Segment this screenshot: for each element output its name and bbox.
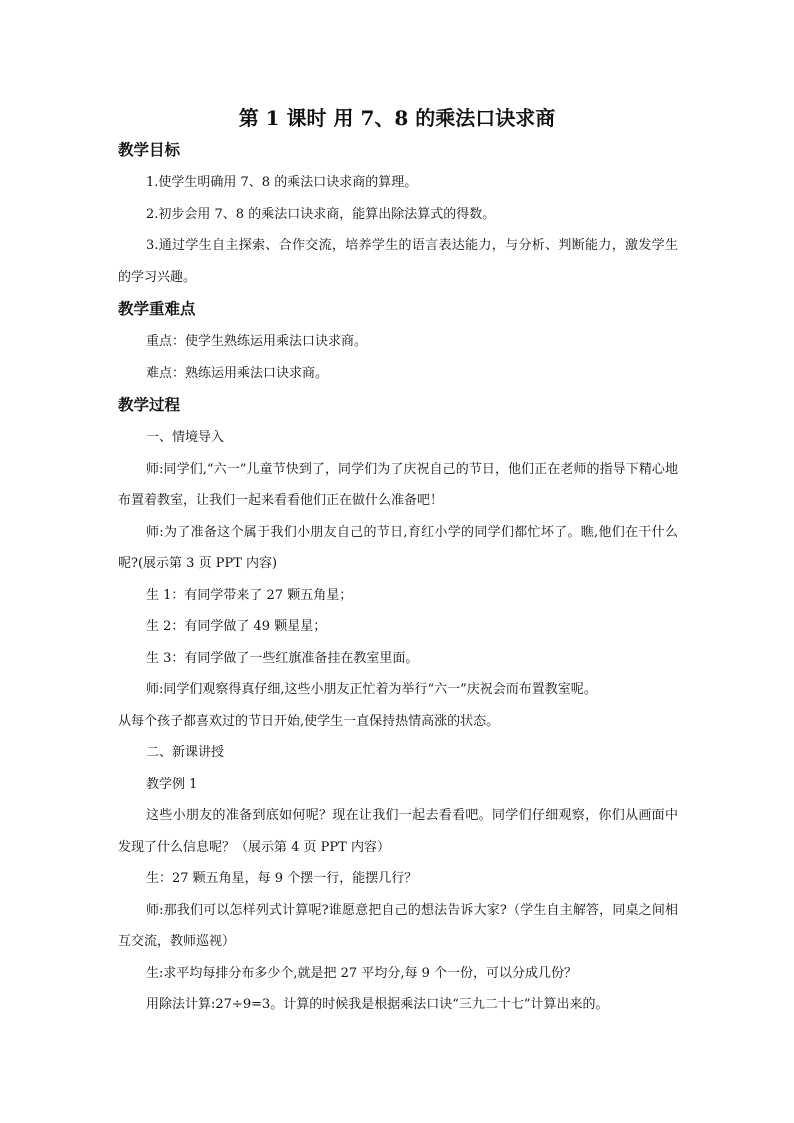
process-paragraph: 生 1：有同学带来了 27 颗五角星； [146, 587, 353, 603]
process-paragraph: 师:那我们可以怎样列式计算呢?谁愿意把自己的想法告诉大家?（学生自主解答，同桌之间相互交流，教师巡视） [118, 902, 678, 949]
process-paragraph: 师:同学们观察得真仔细,这些小朋友正忙着为举行“六一”庆祝会而布置教室呢。 [146, 682, 597, 697]
section-heading-goals: 教学目标 [118, 140, 181, 159]
section-key-points [118, 299, 678, 389]
key-point-item-1: 重点：使学生熟练运用乘法口诀求商。 [146, 334, 368, 349]
process-paragraph: 生：27 颗五角星，每 9 个摆一行，能摆几行？ [146, 871, 418, 886]
process-paragraph: 用除法计算:27÷9=3。计算的时候我是根据乘法口诀“三九二十七”计算出来的。 [146, 997, 609, 1012]
section-heading-key-points: 教学重难点 [118, 299, 196, 318]
process-subheading-new-lesson: 二、新课讲授 [146, 745, 225, 760]
document-body [118, 140, 678, 1021]
key-point-item-2: 难点：熟练运用乘法口诀求商。 [146, 365, 329, 381]
goal-item-3: 3.通过学生自主探索、合作交流，培养学生的语言表达能力，与分析、判断能力，激发学生的学习兴趣。 [118, 238, 678, 285]
section-heading-process: 教学过程 [118, 395, 181, 414]
process-paragraph: 生 2：有同学做了 49 颗星星； [146, 619, 327, 634]
process-paragraph: 这些小朋友的准备到底如何呢？现在让我们一起去看看吧。同学们仔细观察，你们从画面中发现了什么信息呢？（展示第 4 页 PPT 内容） [118, 808, 678, 855]
process-paragraph: 师:为了准备这个属于我们小朋友自己的节日,育红小学的同学们都忙坏了。瞧,他们在干什么呢?(展示第 3 页 PPT 内容) [118, 524, 678, 571]
goal-item-2: 2.初步会用 7、8 的乘法口诀求商，能算出除法算式的得数。 [146, 206, 496, 222]
goal-item-1: 1.使学生明确用 7、8 的乘法口诀求商的算理。 [146, 175, 418, 190]
process-subheading-intro: 一、情境导入 [146, 430, 225, 445]
process-example-label: 教学例 1 [146, 776, 198, 792]
process-paragraph: 生 3：有同学做了一些红旗准备挂在教室里面。 [146, 650, 419, 666]
process-paragraph: 师:同学们,“六一”儿童节快到了，同学们为了庆祝自己的节日，他们正在老师的指导下精心地布置着教室，让我们一起来看看他们正在做什么准备吧！ [118, 461, 678, 508]
process-paragraph: 从每个孩子都喜欢过的节日开始,使学生一直保持热情高涨的状态。 [118, 713, 500, 729]
page-title: 第 1 课时 用 7、8 的乘法口诀求商 [238, 106, 556, 130]
process-paragraph: 生:求平均每排分布多少个,就是把 27 平均分,每 9 个一份，可以分成几份？ [146, 965, 577, 981]
section-goals [118, 140, 678, 293]
section-process [118, 395, 678, 1021]
